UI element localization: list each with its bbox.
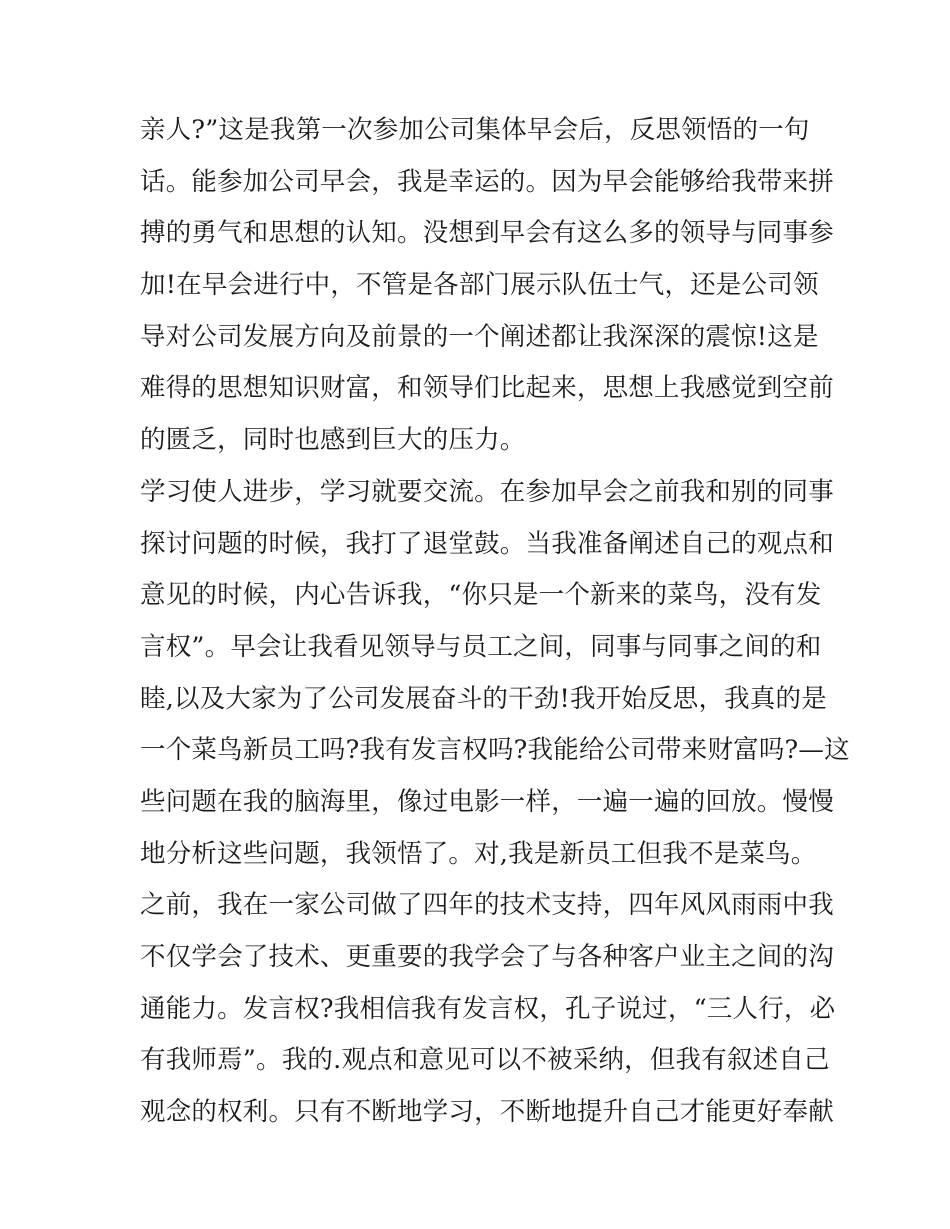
text-line: 有我师焉”。我的.观点和意见可以不被采纳，但我有叙述自己 [140,1045,830,1076]
text-line: 学习使人进步，学习就要交流。在参加早会之前我和别的同事 [140,476,834,507]
text-line: 亲人?”这是我第一次参加公司集体早会后，反思领悟的一句 [140,115,810,145]
text-line: 加!在早会进行中，不管是各部门展示队伍士气，还是公司领 [140,270,819,301]
text-line: 探讨问题的时候，我打了退堂鼓。当我准备阐述自己的观点和 [140,528,834,559]
document-body [140,109,850,1143]
text-line: 睦,以及大家为了公司发展奋斗的干劲!我开始反思，我真的是 [140,683,827,714]
text-line: 一个菜鸟新员工吗?我有发言权吗?我能给公司带来财富吗?—这 [140,735,850,766]
text-line: 通能力。发言权?我相信我有发言权，孔子说过，“三人行，必 [140,993,836,1024]
text-line: 不仅学会了技术、更重要的我学会了与各种客户业主之间的沟 [140,942,834,972]
text-line: 话。能参加公司早会，我是幸运的。因为早会能够给我带来拼 [140,166,834,197]
text-line: 观念的权利。只有不断地学习，不断地提升自己才能更好奉献 [140,1097,834,1128]
text-line: 搏的勇气和思想的认知。没想到早会有这么多的领导与同事参 [140,218,834,249]
text-line: 之前，我在一家公司做了四年的技术支持，四年风风雨雨中我 [140,890,834,921]
text-line: 意见的时候，内心告诉我，“你只是一个新来的菜鸟，没有发 [140,580,822,611]
text-line: 的匮乏，同时也感到巨大的压力。 [140,425,526,456]
text-line: 言权”。早会让我看见领导与员工之间，同事与同事之间的和 [140,631,822,662]
text-line: 地分析这些问题，我领悟了。对,我是新员工但我不是菜鸟。 [140,838,817,869]
text-line: 些问题在我的脑海里，像过电影一样，一遍一遍的回放。慢慢 [140,786,834,817]
text-line: 难得的思想知识财富，和领导们比起来，思想上我感觉到空前 [140,373,834,404]
text-line: 导对公司发展方向及前景的一个阐述都让我深深的震惊!这是 [140,321,819,352]
